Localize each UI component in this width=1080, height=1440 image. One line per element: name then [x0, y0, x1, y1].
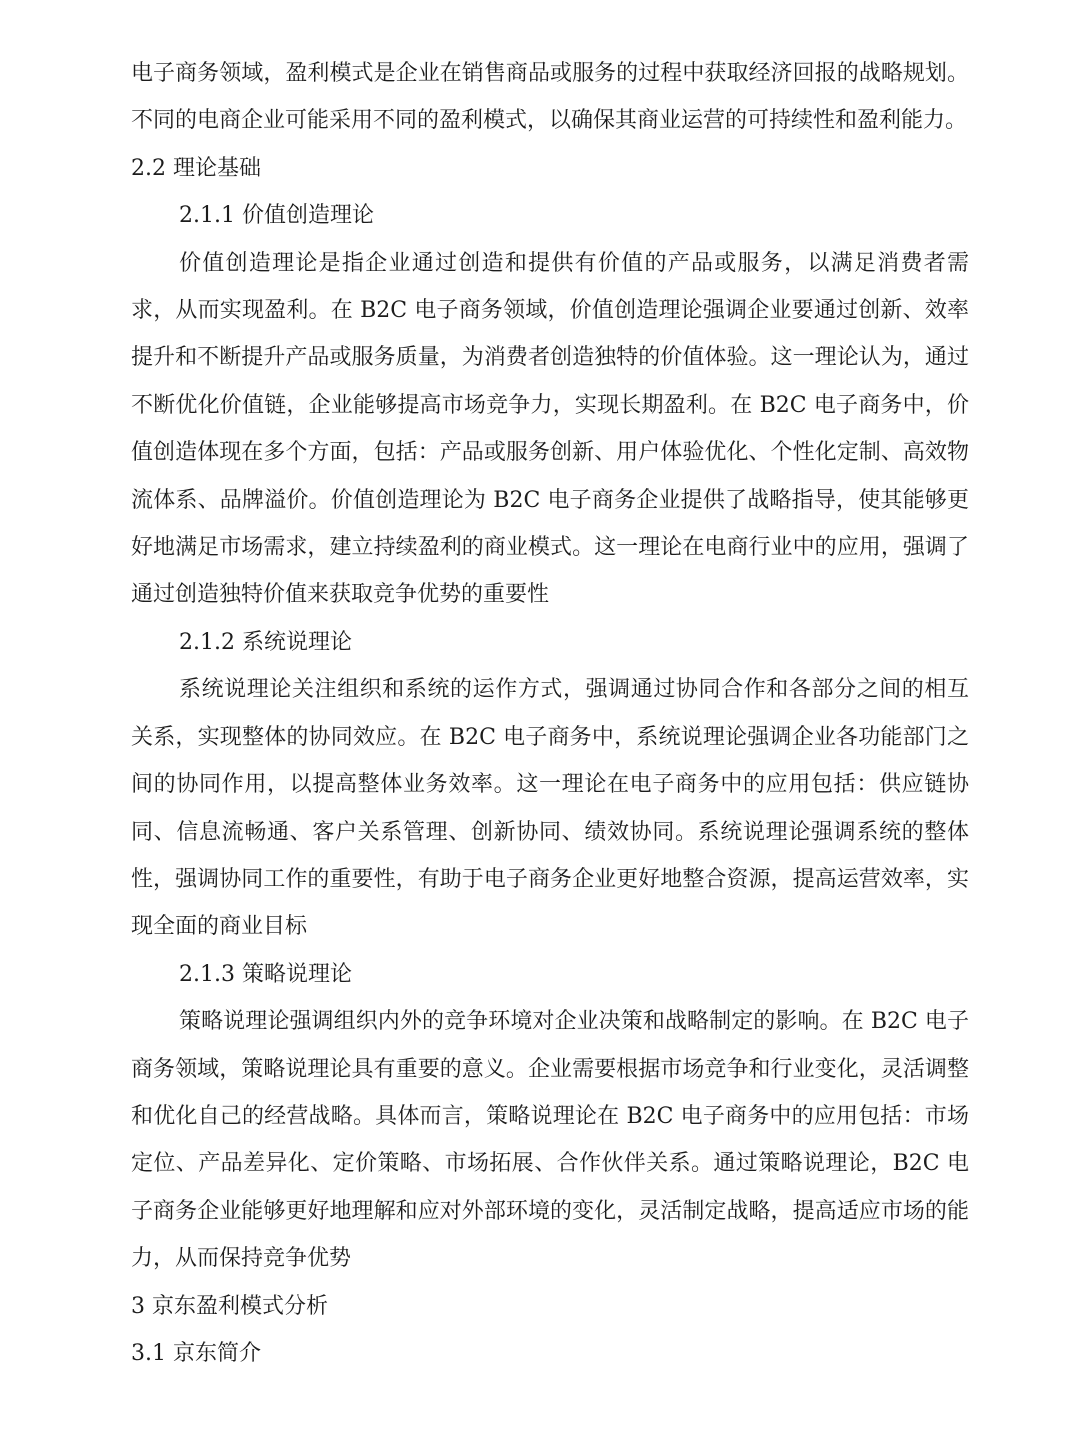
- paragraph-strategy-theory: 策略说理论强调组织内外的竞争环境对企业决策和战略制定的影响。在 B2C 电子商务领域，策略说理论具有重要的意义。企业需要根据市场竞争和行业变化，灵活调整和优化自己的经营战略。具体而言，策略说理论在 B2C 电子商务中的应用包括：市场定位、产品差异化、定价策略、市场拓展、合作伙伴关系。通过策略说理论，B2C 电子商务企业能够更好地理解和应对外部环境的变化，灵活制定战略，提高适应市场的能力，从而保持竞争优势: [131, 1009, 969, 1272]
- paragraph-value-creation: 价值创造理论是指企业通过创造和提供有价值的产品或服务，以满足消费者需求，从而实现盈利。在 B2C 电子商务领域，价值创造理论强调企业要通过创新、效率提升和不断提升产品或服务质量，为消费者创造独特的价值体验。这一理论认为，通过不断优化价值链，企业能够提高市场竞争力，实现长期盈利。在 B2C 电子商务中，价值创造体现在多个方面，包括：产品或服务创新、用户体验优化、个性化定制、高效物流体系、品牌溢价。价值创造理论为 B2C 电子商务企业提供了战略指导，使其能够更好地满足市场需求，建立持续盈利的商业模式。这一理论在电商行业中的应用，强调了通过创造独特价值来获取竞争优势的重要性: [131, 250, 969, 608]
- paragraph-system-theory: 系统说理论关注组织和系统的运作方式，强调通过协同合作和各部分之间的相互关系，实现整体的协同效应。在 B2C 电子商务中，系统说理论强调企业各功能部门之间的协同作用，以提高整体业务效率。这一理论在电子商务中的应用包括：供应链协同、信息流畅通、客户关系管理、创新协同、绩效协同。系统说理论强调系统的整体性，强调协同工作的重要性，有助于电子商务企业更好地整合资源，提高运营效率，实现全面的商业目标: [131, 677, 969, 940]
- section-heading-3-1: 3.1 京东简介: [131, 1340, 261, 1366]
- subsection-heading-2-1-3: 2.1.3 策略说理论: [179, 961, 352, 987]
- subsection-heading-2-1-1: 2.1.1 价值创造理论: [179, 203, 374, 229]
- paragraph-intro: 电子商务领域，盈利模式是企业在销售商品或服务的过程中获取经济回报的战略规划。不同的电商企业可能采用不同的盈利模式，以确保其商业运营的可持续性和盈利能力。: [131, 61, 969, 134]
- document-page: [131, 50, 969, 1377]
- subsection-heading-2-1-2: 2.1.2 系统说理论: [179, 629, 352, 655]
- section-heading-2-2: 2.2 理论基础: [131, 155, 261, 181]
- chapter-heading-3: 3 京东盈利模式分析: [131, 1293, 328, 1319]
